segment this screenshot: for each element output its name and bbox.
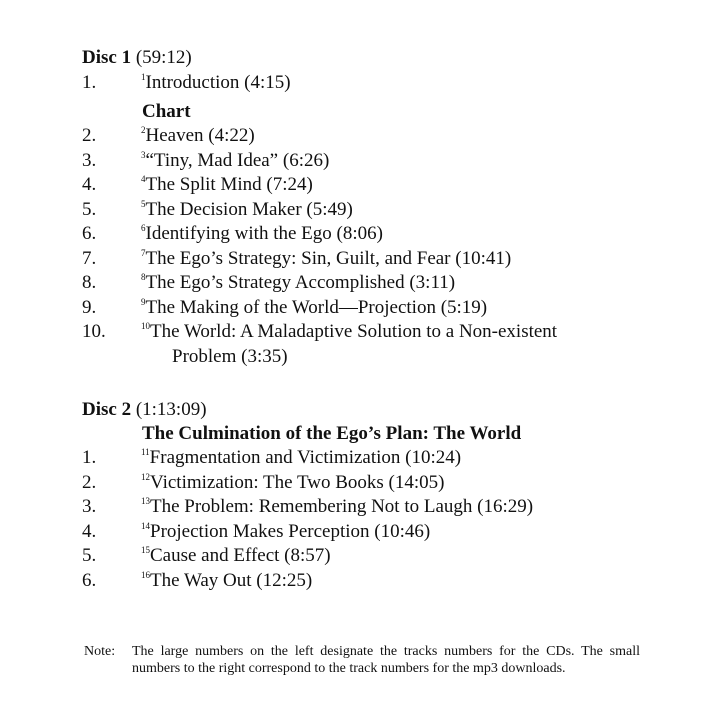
cd-track-number: 6. [82,569,97,591]
mp3-track-number: 5 [141,198,146,209]
track-title: Cause and Effect (8:57) [150,545,331,566]
mp3-track-number: 11 [141,447,150,457]
cd-track-number: 4. [82,174,97,195]
track-title: Heaven (4:22) [145,125,255,146]
disc-2-name: Disc 2 [82,399,132,420]
track-title: The Making of the World—Projection (5:19) [145,296,488,318]
mp3-track-number: 3 [141,149,146,160]
cd-track-number: 1. [82,72,97,93]
note-text: The large numbers on the left designate the tracks numbers for the CDs. The small numbers to the right correspond to the track numbers for the mp3 downloads. [132,644,640,676]
cd-track-number: 8. [82,272,97,293]
track-title: The World: A Maladaptive Solution to a Non-existent [150,321,558,342]
note-label: Note: [84,644,116,659]
track-title: The Split Mind (7:24) [145,174,313,195]
track-title: Introduction (4:15) [145,72,291,93]
track-title: Projection Makes Perception (10:46) [150,520,431,542]
cd-track-number: 2. [82,125,97,146]
cd-track-number: 5. [82,198,97,220]
mp3-track-number: 2 [141,125,146,135]
track-title: The Way Out (12:25) [150,569,313,591]
mp3-track-number: 14 [141,520,150,531]
track-title-continuation: Problem (3:35) [172,345,288,367]
mp3-track-number: 9 [141,296,146,307]
track-title: Identifying with the Ego (8:06) [145,223,383,244]
disc-1-duration: (59:12) [135,47,192,68]
cd-track-number: 4. [82,520,97,542]
cd-track-number: 3. [82,149,97,171]
disc-2-section-heading: The Culmination of the Ego’s Plan: The World [142,423,522,444]
mp3-track-number: 6 [141,223,146,233]
disc-1-name: Disc 1 [82,47,132,68]
track-title: “Tiny, Mad Idea” (6:26) [145,149,330,171]
cd-track-number: 2. [82,471,97,493]
mp3-track-number: 10 [141,321,150,331]
track-title: The Decision Maker (5:49) [145,198,353,220]
mp3-track-number: 1 [141,72,146,82]
mp3-track-number: 12 [141,471,150,482]
cd-track-number: 9. [82,296,97,318]
track-title: The Ego’s Strategy Accomplished (3:11) [145,272,456,293]
mp3-track-number: 15 [141,545,150,555]
mp3-track-number: 7 [141,247,146,258]
cd-track-number: 3. [82,496,97,517]
cd-track-number: 6. [82,223,97,244]
cd-track-number: 1. [82,447,97,468]
mp3-track-number: 8 [141,272,146,282]
disc-1-heading [82,46,192,70]
track-title: Victimization: The Two Books (14:05) [150,471,445,493]
track-title: Fragmentation and Victimization (10:24) [149,447,462,468]
disc-2-heading [82,398,207,422]
mp3-track-number: 16 [141,569,150,580]
cd-track-number: 10. [82,321,106,342]
cd-track-number: 5. [82,545,97,566]
track-title: The Problem: Remembering Not to Laugh (16:29) [150,496,534,517]
disc-2-duration: (1:13:09) [135,399,207,420]
mp3-track-number: 4 [141,174,146,184]
mp3-track-number: 13 [141,496,150,506]
disc-1-section-heading: Chart [142,101,191,122]
cd-track-number: 7. [82,247,97,269]
track-title: The Ego’s Strategy: Sin, Guilt, and Fear (10:41) [145,247,512,269]
